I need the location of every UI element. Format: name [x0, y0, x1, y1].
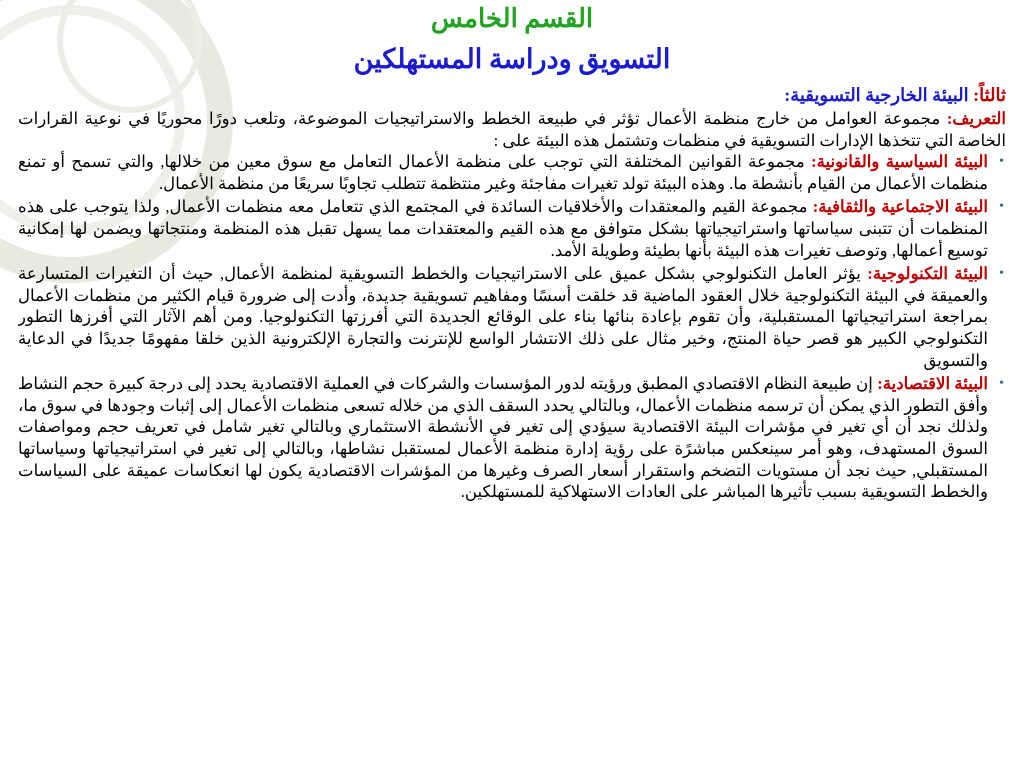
bullet-icon: • [999, 199, 1004, 215]
bullet-icon: • [999, 376, 1004, 392]
definition-term: التعريف: [946, 109, 1006, 128]
bullet-icon: • [999, 266, 1004, 282]
list-item-social [18, 196, 1006, 261]
bullet-icon: • [999, 154, 1004, 170]
list-item-economic [18, 373, 1006, 503]
section-title: البيئة الخارجية التسويقية: [784, 85, 969, 105]
item-text: إن طبيعة النظام الاقتصادي المطبق ورؤيته لدور المؤسسات والشركات في العملية الاقتصادية يحدد إلى درجة كبيرة حجم النشاط وأفق التطور الذي يمكن أن ترسمه منظمات الأعمال، وبالتالي يحدد السقف الذي من خلاله تسعى منظمات الأعمال إلى إثبات وجودها في سوق ما، ولذلك نجد أن أي تغير في مؤشرات البيئة الاقتصادية سيؤدي إلى تغير في الأنشطة الاستثماري وبالتالي تغير شامل في تعريف حجم ومواصفات السوق المستهدف، وهو أمر سينعكس مباشرًة على رؤية إدارة منظمة الأعمال لمستقبل نشاطها، وبالتالي إلى تغير في استراتيجياتها وسياساتها المستقبلي, حيث نجد أن مستويات التضخم واستقرار أسعار الصرف وغيرها من المؤشرات الاقتصادية يكون لها انعكاسات عميقة على السياسات والخطط التسويقية بسبب تأثيرها المباشر على العادات الاستهلاكية للمستهلكين. [18, 374, 988, 502]
list-item-technology [18, 263, 1006, 371]
page-subtitle: التسويق ودراسة المستهلكين [353, 44, 671, 74]
definition-paragraph [18, 108, 1006, 151]
item-text: يؤثر العامل التكنولوجي بشكل عميق على الاستراتيجيات والخطط التسويقية لمنظمة الأعمال, حيث أن التغيرات المتسارعة والعميقة في البيئة التكنولوجية خلال العقود الماضية قد خلقت أسسًا ومفاهيم تسويقية جديدة، وأدت إلى ضرورة قيام الكثير من منظمات الأعمال بمراجعة استراتيجياتها المستقبلية، وأن تقوم بإعادة بنائها بناء على الوقائع الجديدة التي أفرزتها التكنولوجيا. ومن أهم الآثار التي أفرزها التطور التكنولوجي الكبير هو قصر حياة المنتج، وخير مثال على ذلك الانتشار الواسع للإنترنت والتجارة الإلكترونية الذين خلقا مفهومًا جديدًا في الدعاية والتسويق [18, 264, 988, 370]
item-term: البيئة الاقتصادية: [877, 374, 988, 394]
page-title: القسم الخامس [430, 4, 594, 33]
item-term: البيئة الاجتماعية والثقافية: [812, 197, 988, 217]
list-item-political [18, 151, 1006, 194]
item-term: البيئة السياسية والقانونية: [811, 152, 988, 172]
content-body [18, 82, 1006, 764]
definition-text: مجموعة العوامل من خارج منظمة الأعمال تؤثر في طبيعة الخطط والاستراتيجيات الموضوعة، وتلعب دورًا محوريًا في نوعية القرارات الخاصة التي تتخذها الإدارات التسويقية في منظمات وتشتمل هذه البيئة على : [18, 109, 1006, 150]
section-number: ثالثاً: [973, 85, 1006, 105]
item-term: البيئة التكنولوجية: [867, 264, 989, 284]
section-heading [18, 82, 1006, 108]
environment-list [18, 151, 1006, 503]
item-text: مجموعة القوانين المختلفة التي توجب على منظمة الأعمال التعامل مع سوق معين من خلالها, والتي تسمح أو تمنع منظمات الأعمال من القيام بأنشطة ما. وهذه البيئة تولد تغيرات مفاجئة وغير منتظمة تتطلب تجاوبًا سريعًا من منظمة الأعمال. [18, 152, 988, 193]
item-text: مجموعة القيم والمعتقدات والأخلاقيات السائدة في المجتمع الذي تتعامل معه منظمات الأعمال, ولذا يتوجب على هذه المنظمات أن تتبنى سياساتها واستراتيجياتها بشكل متوافق مع هذه القيم والمعتقدات مما يسهل تقبل هذه المنظمة ومنتجاتها ويضمن لها إمكانية توسيع أعمالها, وتوصف تغيرات هذه البيئة بأنها بطيئة وطويلة الأمد. [18, 197, 988, 260]
